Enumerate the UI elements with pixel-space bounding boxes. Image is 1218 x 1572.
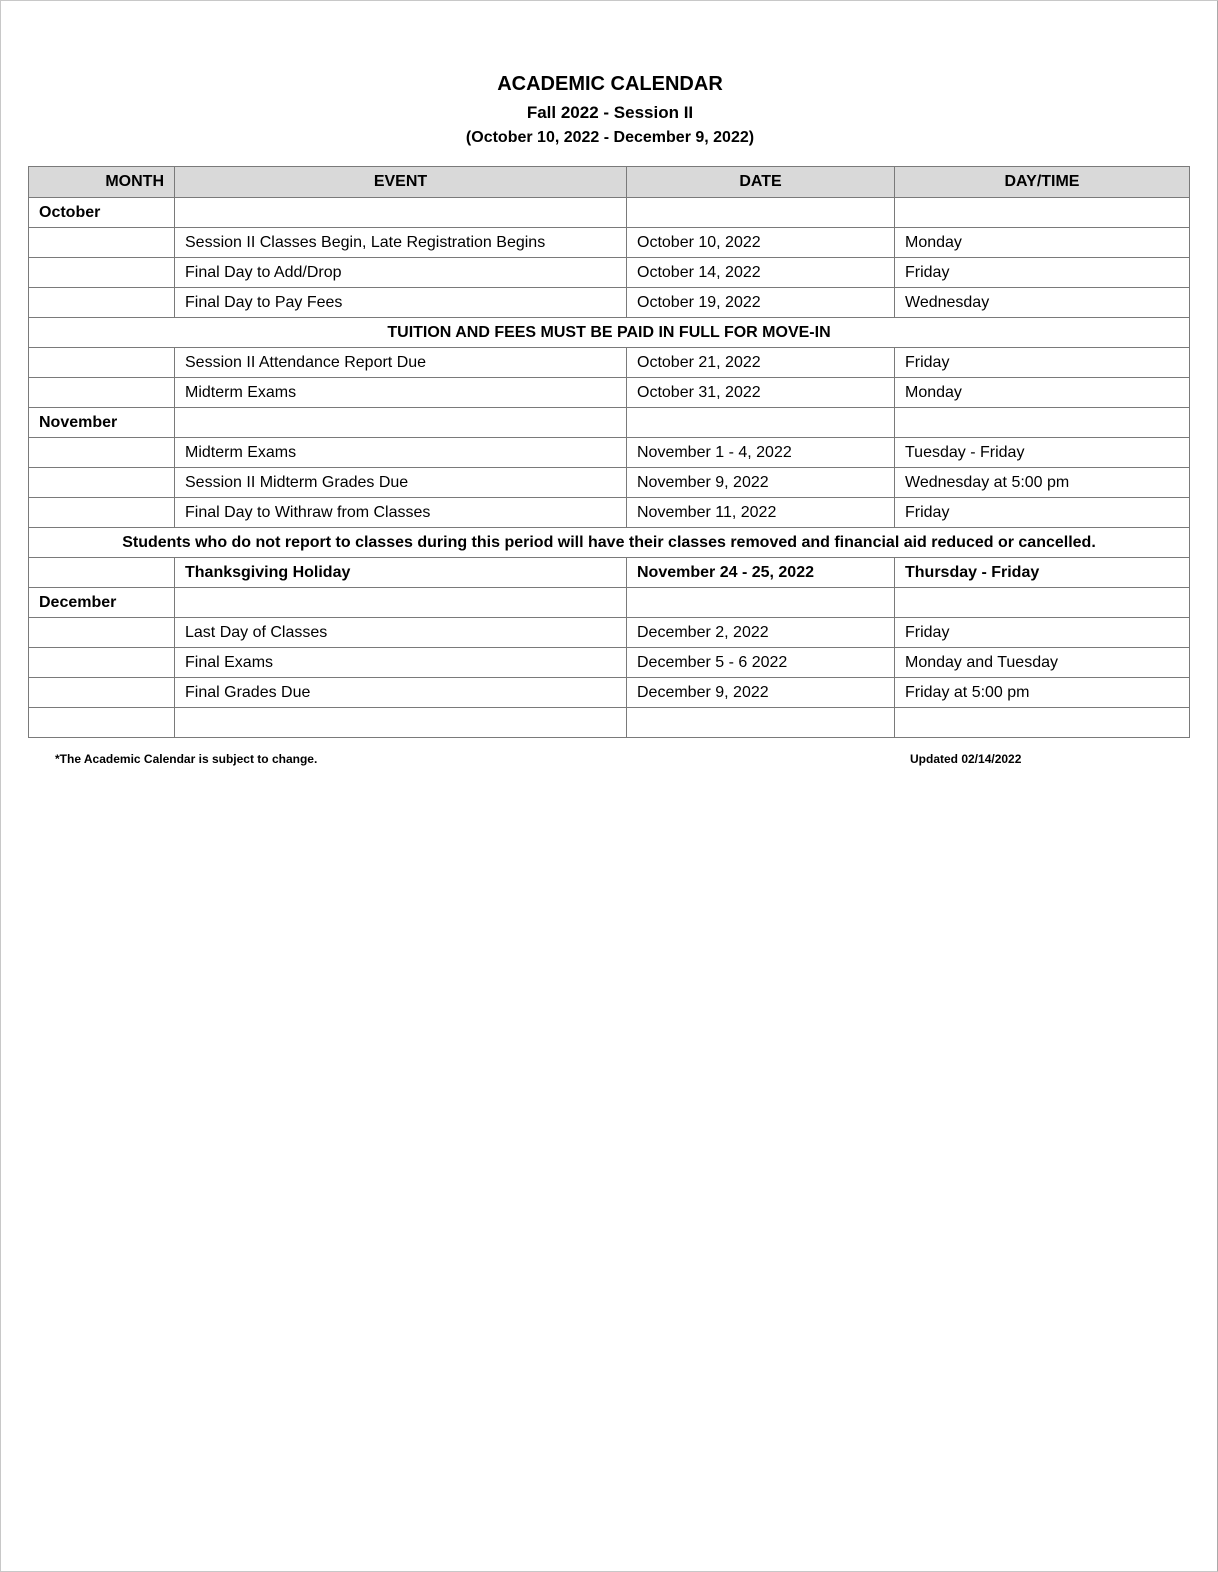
event-cell: Session II Midterm Grades Due xyxy=(175,468,627,498)
table-row xyxy=(29,348,1190,378)
month-label: November xyxy=(29,408,175,438)
table-row xyxy=(29,438,1190,468)
notice-text: TUITION AND FEES MUST BE PAID IN FULL FOR MOVE-IN xyxy=(29,318,1190,348)
updated-date: Updated 02/14/2022 xyxy=(910,752,1022,766)
date-cell: October 31, 2022 xyxy=(627,378,895,408)
date-cell: November 24 - 25, 2022 xyxy=(627,558,895,588)
event-cell: Final Day to Pay Fees xyxy=(175,288,627,318)
event-cell: Final Exams xyxy=(175,648,627,678)
event-cell: Midterm Exams xyxy=(175,438,627,468)
month-label: October xyxy=(29,198,175,228)
day-time-cell: Friday at 5:00 pm xyxy=(895,678,1190,708)
day-time-cell: Tuesday - Friday xyxy=(895,438,1190,468)
date-cell xyxy=(627,708,895,738)
date-cell: October 14, 2022 xyxy=(627,258,895,288)
table-row xyxy=(29,258,1190,288)
column-header-date: DATE xyxy=(627,167,895,198)
day-time-cell: Friday xyxy=(895,258,1190,288)
month-cell xyxy=(29,498,175,528)
table-row xyxy=(29,498,1190,528)
day-time-cell xyxy=(895,198,1190,228)
day-time-cell: Wednesday at 5:00 pm xyxy=(895,468,1190,498)
column-header-event: EVENT xyxy=(175,167,627,198)
month-cell xyxy=(29,468,175,498)
empty-row xyxy=(29,708,1190,738)
event-cell: Thanksgiving Holiday xyxy=(175,558,627,588)
month-cell xyxy=(29,648,175,678)
column-header-month: MONTH xyxy=(29,167,175,198)
date-cell: November 11, 2022 xyxy=(627,498,895,528)
day-time-cell xyxy=(895,408,1190,438)
event-cell xyxy=(175,198,627,228)
page-title: ACADEMIC CALENDAR xyxy=(497,73,723,95)
table-row xyxy=(29,558,1190,588)
event-cell: Final Day to Add/Drop xyxy=(175,258,627,288)
date-cell: November 9, 2022 xyxy=(627,468,895,498)
event-cell: Final Day to Withraw from Classes xyxy=(175,498,627,528)
month-cell xyxy=(29,258,175,288)
event-cell: Session II Classes Begin, Late Registration Begins xyxy=(175,228,627,258)
month-cell xyxy=(29,438,175,468)
month-row xyxy=(29,588,1190,618)
calendar-table xyxy=(28,166,1190,738)
date-cell: December 9, 2022 xyxy=(627,678,895,708)
day-time-cell xyxy=(895,588,1190,618)
month-cell xyxy=(29,678,175,708)
month-cell xyxy=(29,378,175,408)
date-cell: November 1 - 4, 2022 xyxy=(627,438,895,468)
event-cell: Final Grades Due xyxy=(175,678,627,708)
table-row xyxy=(29,468,1190,498)
month-cell xyxy=(29,618,175,648)
table-row xyxy=(29,378,1190,408)
event-cell: Session II Attendance Report Due xyxy=(175,348,627,378)
day-time-cell: Friday xyxy=(895,498,1190,528)
event-cell xyxy=(175,408,627,438)
day-time-cell: Monday and Tuesday xyxy=(895,648,1190,678)
table-row xyxy=(29,228,1190,258)
column-header-day-time: DAY/TIME xyxy=(895,167,1190,198)
table-row xyxy=(29,678,1190,708)
event-cell xyxy=(175,588,627,618)
date-cell xyxy=(627,198,895,228)
disclaimer-note: *The Academic Calendar is subject to change. xyxy=(55,752,318,766)
month-cell xyxy=(29,288,175,318)
date-cell: October 21, 2022 xyxy=(627,348,895,378)
month-row xyxy=(29,198,1190,228)
month-cell xyxy=(29,708,175,738)
day-time-cell: Thursday - Friday xyxy=(895,558,1190,588)
notice-text: Students who do not report to classes during this period will have their classes removed and financial aid reduced or cancelled. xyxy=(29,528,1190,558)
event-cell: Last Day of Classes xyxy=(175,618,627,648)
month-cell xyxy=(29,348,175,378)
date-range: (October 10, 2022 - December 9, 2022) xyxy=(465,129,755,146)
session-subtitle: Fall 2022 - Session II xyxy=(526,103,694,122)
date-cell xyxy=(627,408,895,438)
event-cell: Midterm Exams xyxy=(175,378,627,408)
month-cell xyxy=(29,558,175,588)
table-row xyxy=(29,618,1190,648)
date-cell xyxy=(627,588,895,618)
table-header-row xyxy=(29,167,1190,198)
date-cell: December 2, 2022 xyxy=(627,618,895,648)
day-time-cell: Monday xyxy=(895,228,1190,258)
date-cell: December 5 - 6 2022 xyxy=(627,648,895,678)
day-time-cell: Monday xyxy=(895,378,1190,408)
table-row xyxy=(29,288,1190,318)
date-cell: October 19, 2022 xyxy=(627,288,895,318)
notice-row xyxy=(29,528,1190,558)
day-time-cell: Friday xyxy=(895,348,1190,378)
month-row xyxy=(29,408,1190,438)
month-cell xyxy=(29,228,175,258)
month-label: December xyxy=(29,588,175,618)
calendar-body xyxy=(29,198,1190,738)
day-time-cell: Friday xyxy=(895,618,1190,648)
notice-row xyxy=(29,318,1190,348)
day-time-cell xyxy=(895,708,1190,738)
day-time-cell: Wednesday xyxy=(895,288,1190,318)
table-row xyxy=(29,648,1190,678)
date-cell: October 10, 2022 xyxy=(627,228,895,258)
event-cell xyxy=(175,708,627,738)
